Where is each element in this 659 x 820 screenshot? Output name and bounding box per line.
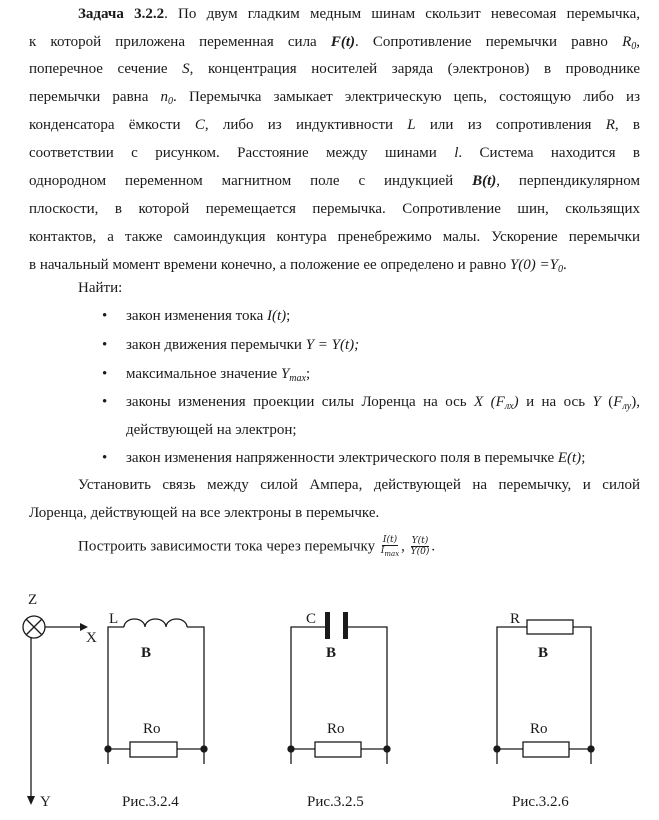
text-segment: закон изменения напряженности электрического поля в перемычке	[126, 450, 558, 466]
text-segment: R	[622, 34, 632, 50]
text-segment: перемычки равна	[29, 89, 161, 105]
fraction-current	[381, 535, 399, 559]
text-segment: ),	[631, 394, 640, 410]
figure-resistor-circuit	[494, 611, 594, 810]
text-segment: Y(0) =Y	[509, 257, 558, 273]
text-segment: поперечное сечение	[29, 61, 183, 77]
fraction-position	[411, 536, 430, 557]
text-line	[29, 199, 640, 219]
rod-resistor	[523, 742, 569, 757]
text-segment: n	[160, 89, 169, 105]
figure-inductor-circuit	[105, 611, 207, 810]
field-label: B	[326, 645, 337, 661]
text-segment: лy	[622, 401, 632, 412]
text-segment: , в	[614, 117, 640, 133]
text-segment: закон движения перемычки	[126, 337, 306, 353]
text-segment: F	[613, 394, 623, 410]
text-segment: E(t)	[557, 450, 582, 466]
text-segment: законы изменения проекции силы Лоренца на ось	[126, 394, 475, 410]
text-segment: . По двум гладким медным шинам скользит невесомая перемычка,	[164, 6, 640, 22]
text-line	[29, 115, 640, 135]
separator: ,	[401, 538, 405, 555]
text-segment: максимальное значение	[126, 366, 281, 382]
capacitor-plate	[343, 612, 348, 639]
text-segment: закон изменения тока	[126, 308, 267, 324]
text-segment: , перпендикулярном	[496, 173, 640, 189]
text-line	[29, 59, 640, 79]
text-segment: Найти:	[78, 280, 123, 296]
bullet-icon: •	[102, 366, 108, 382]
text-segment: R	[605, 117, 615, 133]
text-line	[126, 420, 640, 440]
text-segment: ;	[305, 366, 311, 382]
text-segment: Установить связь между силой Ампера, действующей на перемычку, и силой	[78, 477, 640, 493]
text-segment: . Перемычка замыкает электрическую цепь, состоящую либо из	[173, 89, 640, 105]
text-segment: Задача 3.2.2	[78, 6, 165, 22]
text-segment: Лоренца, действующей на все электроны в перемычке.	[29, 505, 380, 521]
axis-x-label: X	[86, 630, 97, 646]
fraction-numerator: Y(t)	[411, 536, 429, 547]
text-segment: к которой приложена переменная сила	[29, 34, 331, 50]
text-segment: ;	[286, 308, 291, 324]
text-segment: ,	[636, 34, 640, 50]
text-line	[78, 278, 640, 298]
bullet-item	[102, 448, 640, 468]
period: .	[431, 538, 436, 555]
text-segment: в начальный момент времени конечно, а положение ее определено и равно	[29, 257, 510, 273]
rod-resistance-label: Ro	[143, 721, 161, 737]
capacitor-plate	[325, 612, 330, 639]
text-line	[29, 503, 640, 523]
text-segment: C	[194, 117, 205, 133]
inductor-label: L	[109, 611, 119, 627]
text-segment: )	[513, 394, 519, 410]
text-segment: L	[407, 117, 416, 133]
figure-caption: Рис.3.2.5	[307, 794, 364, 810]
field-label: B	[538, 645, 549, 661]
den-symbol: I	[380, 546, 385, 556]
rod-resistance-label: Ro	[327, 721, 345, 737]
axis-y-label: Y	[40, 794, 51, 810]
capacitor-label: C	[306, 611, 317, 627]
text-segment: Y = Y(t);	[305, 337, 360, 353]
text-segment: .	[563, 257, 567, 273]
text-segment: , концентрация носителей заряда (электронов) в проводнике	[189, 61, 641, 77]
text-line	[29, 227, 640, 247]
fraction-denominator	[381, 546, 399, 559]
plot-instruction-text: Построить зависимости тока через перемычку	[78, 538, 376, 555]
inductor-coil	[124, 619, 187, 627]
rod-resistance-label: Ro	[530, 721, 548, 737]
text-segment: 0	[558, 264, 563, 275]
text-segment: I(t)	[267, 308, 287, 324]
fraction-numerator: I(t)	[382, 535, 398, 545]
field-label: B	[141, 645, 152, 661]
text-segment: max	[289, 373, 306, 384]
text-line	[29, 143, 640, 163]
text-line	[29, 255, 640, 275]
resistor-label: R	[510, 611, 521, 627]
coordinate-axes	[23, 592, 97, 810]
text-segment: S	[182, 61, 190, 77]
text-segment: B(t)	[472, 173, 497, 189]
text-segment: . Сопротивление перемычки равно	[355, 34, 623, 50]
text-segment: лх	[504, 401, 514, 412]
bullet-icon: •	[102, 337, 108, 353]
text-segment: . Система находится в	[458, 145, 640, 161]
text-segment: или из сопротивления	[415, 117, 606, 133]
text-segment: (	[600, 394, 614, 410]
text-segment: однородном переменном магнитном поле с индукцией	[29, 173, 473, 189]
text-segment: F(t)	[330, 34, 356, 50]
figure-capacitor-circuit	[288, 611, 390, 810]
circuit-figures	[0, 580, 659, 820]
figure-caption: Рис.3.2.4	[122, 794, 179, 810]
text-segment: Y	[592, 394, 601, 410]
load-resistor	[527, 620, 573, 634]
text-segment: 0	[631, 41, 637, 52]
text-segment: контактов, а также самоиндукция контура пренебрежимо малы. Ускорение перемычки	[29, 229, 640, 245]
text-segment: Y	[280, 366, 290, 382]
text-segment: 0	[168, 96, 174, 107]
text-segment: конденсатора ёмкости	[29, 117, 195, 133]
bullet-item	[102, 306, 640, 326]
text-segment: и на ось	[518, 394, 593, 410]
axis-z-label: Z	[28, 592, 38, 608]
bullet-item	[102, 364, 640, 384]
text-line	[78, 475, 640, 495]
bullet-item	[102, 335, 640, 355]
bullet-icon: •	[102, 450, 108, 466]
y-arrow-icon	[27, 796, 35, 805]
den-subscript: max	[384, 549, 400, 558]
text-segment: ;	[581, 450, 586, 466]
figure-caption: Рис.3.2.6	[512, 794, 569, 810]
bullet-icon: •	[102, 308, 108, 324]
rod-resistor	[130, 742, 177, 757]
bullet-item	[102, 392, 640, 412]
text-segment: l	[454, 145, 459, 161]
text-line	[78, 4, 640, 24]
text-segment: плоскости, в которой перемещается перемычка. Сопротивление шин, скользящих	[29, 201, 640, 217]
text-line	[29, 171, 640, 191]
bullet-icon: •	[102, 394, 108, 410]
rod-resistor	[315, 742, 361, 757]
text-line	[29, 87, 640, 107]
text-segment: соответствии с рисунком. Расстояние между шинами	[29, 145, 455, 161]
fraction-denominator: Y(0)	[410, 547, 430, 558]
text-segment: X (F	[474, 394, 505, 410]
plot-instruction	[78, 535, 435, 559]
text-segment: , либо из индуктивности	[204, 117, 408, 133]
text-line	[29, 32, 640, 52]
text-segment: действующей на электрон;	[126, 422, 297, 438]
